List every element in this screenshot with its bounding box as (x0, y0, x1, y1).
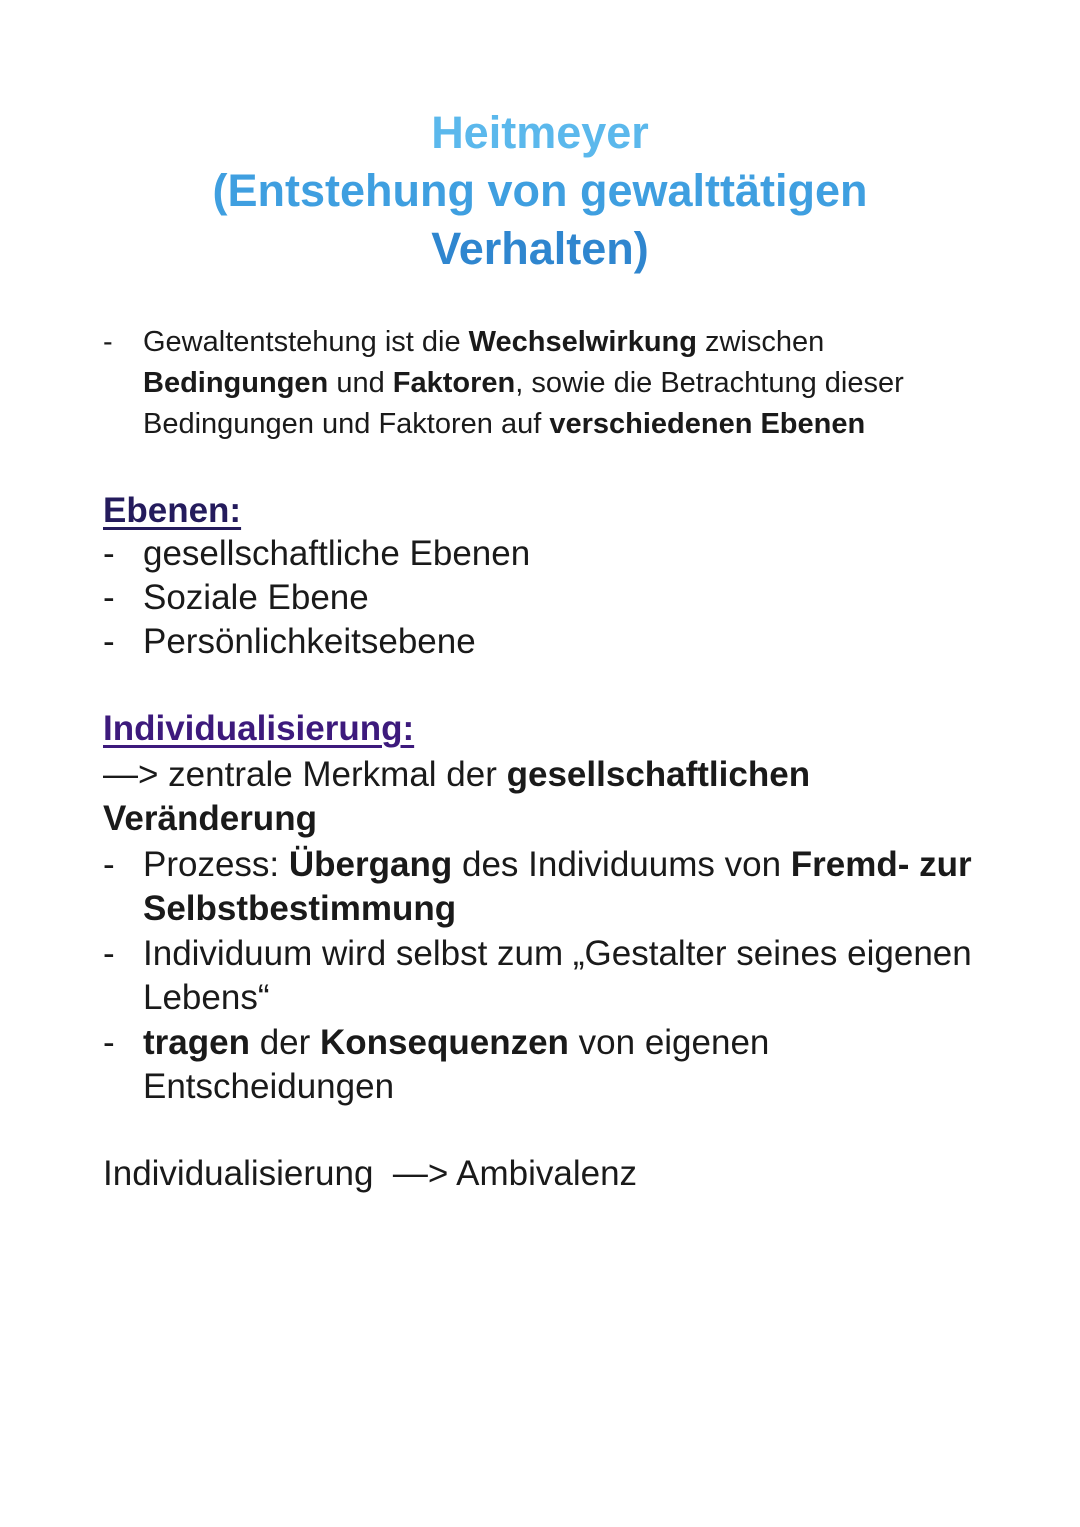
ebenen-item-label: Persönlichkeitsebene (143, 622, 476, 661)
intro-bold-wechselwirkung: Wechselwirkung (468, 326, 697, 358)
ebenen-item-2 (103, 576, 983, 620)
bullet-dash: - (103, 1023, 115, 1062)
definition-bold: gesellschaftlichen Veränderung (103, 755, 811, 838)
item-text-part: von eigenen Entscheidungen (143, 1023, 770, 1106)
bullet-dash: - (103, 578, 115, 617)
ebenen-heading: Ebenen: (103, 491, 242, 530)
intro-text-part: Gewaltentstehung ist die (143, 326, 469, 358)
page-title (0, 104, 1080, 278)
item-text-part: Prozess: (143, 845, 289, 884)
item-text (143, 1021, 983, 1109)
intro-text-part: und (328, 367, 393, 399)
ebenen-item-label: gesellschaftliche Ebenen (143, 534, 531, 573)
individualisierung-definition (103, 753, 983, 841)
item-text-part: der (249, 1023, 321, 1062)
intro-bold-bedingungen: Bedingungen (143, 367, 329, 399)
intro-text (143, 322, 983, 445)
ebenen-item-3 (103, 620, 983, 664)
item-text-part: des Individuums von (452, 845, 791, 884)
item-bold: Konsequenzen (320, 1023, 569, 1062)
title-line-1: Heitmeyer (431, 107, 649, 158)
individualisierung-item-3 (103, 1021, 983, 1109)
bullet-dash: - (103, 845, 115, 884)
individualisierung-item-1 (103, 843, 983, 931)
item-text: Individuum wird selbst zum „Gestalter seines eigenen Lebens“ (143, 934, 972, 1017)
item-text (143, 843, 983, 931)
item-bold: Übergang (288, 845, 453, 884)
bullet-dash: - (103, 326, 113, 358)
ebenen-item-1 (103, 532, 983, 576)
intro-text-part: zwischen (696, 326, 825, 358)
item-bold: tragen (143, 1023, 250, 1062)
conclusion: Individualisierung —> Ambivalenz (103, 1154, 638, 1193)
individualisierung-item-2 (103, 932, 983, 1020)
individualisierung-heading: Individualisierung: (103, 709, 415, 748)
intro-bullet (103, 322, 983, 445)
item-bold: Fremd- zur Selbstbestimmung (143, 845, 972, 928)
bullet-dash: - (103, 934, 115, 973)
ebenen-item-label: Soziale Ebene (143, 578, 369, 617)
title-line-2: (Entstehung von gewalttätigen (212, 165, 868, 216)
intro-text-part: , sowie die Betrachtung dieser Bedingungen und Faktoren auf (143, 367, 904, 440)
bullet-dash: - (103, 622, 115, 661)
title-line-3: Verhalten) (431, 223, 649, 274)
intro-bold-faktoren: Faktoren (392, 367, 516, 399)
definition-text: —> zentrale Merkmal der (103, 755, 507, 794)
bullet-dash: - (103, 534, 115, 573)
intro-bold-ebenen: verschiedenen Ebenen (549, 408, 866, 440)
